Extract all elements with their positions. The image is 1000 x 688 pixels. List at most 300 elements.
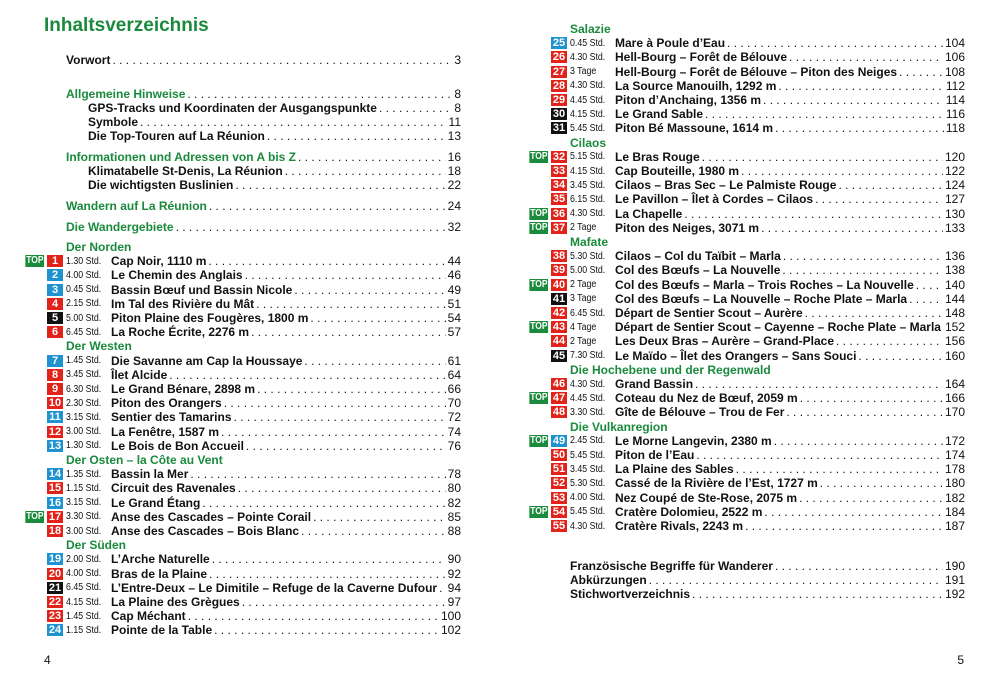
leader-dots <box>736 462 943 476</box>
tour-name: Sentier des Tamarins <box>111 410 232 425</box>
leader-dots <box>187 87 452 101</box>
toc-entry-page: 32 <box>447 220 461 234</box>
tour-duration: 4.00 Std. <box>570 492 606 504</box>
tour-name: Le Chemin des Anglais <box>111 268 243 283</box>
tour-duration: 2.00 Std. <box>66 553 102 565</box>
toc-entry-label: Wandern auf La Réunion <box>66 199 207 213</box>
toc-title: Inhaltsverzeichnis <box>44 15 209 36</box>
tour-page: 97 <box>447 595 461 610</box>
tour-name: Anse des Cascades – Bois Blanc <box>111 524 300 539</box>
tour-page: 82 <box>447 495 461 510</box>
toc-entry-page: 8 <box>454 87 461 101</box>
leader-dots <box>778 79 943 93</box>
tour-name: Le Bois de Bon Accueil <box>111 438 244 453</box>
tour-entry <box>551 334 965 348</box>
tour-page: 127 <box>944 192 965 207</box>
leader-dots <box>234 410 446 424</box>
tour-duration: 1.15 Std. <box>66 482 102 494</box>
tour-name: Piton des Orangers <box>111 396 222 411</box>
tour-page: 160 <box>944 348 965 363</box>
toc-entry-page: 22 <box>447 178 461 192</box>
tour-number-badge: 37 <box>552 221 566 234</box>
tour-number-badge: 32 <box>552 150 566 163</box>
tour-number-badge: 20 <box>48 567 62 580</box>
tour-duration: 7.30 Std. <box>570 350 606 362</box>
leader-dots <box>696 448 943 462</box>
tour-page: 78 <box>447 467 461 482</box>
tour-page: 136 <box>944 249 965 264</box>
tour-number-badge: 42 <box>552 307 566 320</box>
tour-page: 92 <box>447 566 461 581</box>
tour-number-badge: 44 <box>552 335 566 348</box>
leader-dots <box>221 425 446 439</box>
tour-number-badge: 49 <box>552 434 566 447</box>
tour-entry <box>551 377 965 391</box>
tour-page: 174 <box>944 448 965 463</box>
top-tour-badge: TOP <box>530 505 548 517</box>
tour-name: Le Pavillon – Îlet à Cordes – Cilaos <box>615 192 814 207</box>
tour-name: Le Grand Étang <box>111 495 201 510</box>
page-number-right: 5 <box>957 653 964 667</box>
tour-entry <box>551 405 965 419</box>
tour-page: 144 <box>944 291 965 306</box>
tour-page: 166 <box>944 391 965 406</box>
tour-entry <box>551 491 965 505</box>
leader-dots <box>836 334 943 348</box>
tour-number-badge: 23 <box>48 610 62 623</box>
toc-entry-label: Stichwortverzeichnis <box>570 587 691 601</box>
tour-duration: 5.30 Std. <box>570 250 606 262</box>
tour-name: Le Morne Langevin, 2380 m <box>615 433 772 448</box>
tour-number-badge: 36 <box>552 207 566 220</box>
tour-page: 182 <box>944 490 965 505</box>
tour-page: 138 <box>944 263 965 278</box>
tour-entry <box>551 36 965 50</box>
toc-entry-page: 16 <box>447 150 461 164</box>
tour-number-badge: 46 <box>552 378 566 391</box>
tour-number-badge: 52 <box>552 477 566 490</box>
tour-duration: 3.30 Std. <box>570 406 606 418</box>
tour-page: 118 <box>945 121 965 136</box>
tour-duration: 4.30 Std. <box>570 520 606 532</box>
leader-dots <box>799 491 943 505</box>
tour-duration: 5.00 Std. <box>570 264 606 276</box>
leader-dots <box>761 221 943 235</box>
toc-entry-page: 18 <box>447 164 461 178</box>
tour-number-badge: 31 <box>552 122 566 135</box>
toc-entry-page: 3 <box>454 53 461 67</box>
tour-duration: 3.45 Std. <box>66 369 102 381</box>
region-heading: Salazie <box>570 22 611 36</box>
tour-duration: 2 Tage <box>570 279 597 291</box>
leader-dots <box>783 249 943 263</box>
leader-dots <box>235 178 445 192</box>
tour-entry <box>551 263 965 277</box>
tour-number-badge: 40 <box>552 278 566 291</box>
tour-name: Cap Noir, 1110 m <box>111 254 207 269</box>
tour-entry <box>26 254 461 269</box>
tour-name: Mare à Poule d’Eau <box>615 36 726 51</box>
tour-entry <box>551 249 965 263</box>
toc-entry-label: Französische Begriffe für Wanderer <box>570 559 773 573</box>
tour-duration: 1.35 Std. <box>66 468 102 480</box>
tour-entry <box>47 311 461 325</box>
tour-entry <box>530 320 965 335</box>
tour-number-badge: 16 <box>48 496 62 509</box>
toc-entry-page: 24 <box>447 199 461 213</box>
tour-entry <box>47 283 461 297</box>
tour-number-badge: 2 <box>47 269 63 281</box>
tour-duration: 3.00 Std. <box>66 426 102 438</box>
toc-entry-page: 191 <box>944 573 965 587</box>
tour-entry <box>551 79 965 93</box>
toc-entry-label: Abkürzungen <box>570 573 647 587</box>
tour-entry <box>47 481 461 495</box>
tour-entry <box>530 206 965 221</box>
tour-name: L’Arche Naturelle <box>111 552 210 567</box>
leader-dots <box>238 481 446 495</box>
tour-duration: 1.45 Std. <box>66 610 102 622</box>
tour-number-badge: 43 <box>552 321 566 334</box>
tour-number-badge: 18 <box>48 525 62 538</box>
tour-page: 104 <box>944 36 965 51</box>
tour-number-badge: 38 <box>552 250 566 263</box>
tour-number-badge: 24 <box>48 624 62 637</box>
tour-duration: 6.45 Std. <box>570 307 606 319</box>
tour-entry <box>551 93 965 107</box>
tour-entry <box>47 268 461 282</box>
tour-duration: 6.45 Std. <box>66 582 102 594</box>
tour-number-badge: 51 <box>552 463 566 476</box>
tour-page: 85 <box>447 509 461 524</box>
tour-name: Circuit des Ravenales <box>111 481 236 496</box>
tour-number-badge: 47 <box>552 392 566 405</box>
leader-dots <box>214 623 439 637</box>
tour-duration: 6.45 Std. <box>66 326 102 338</box>
leader-dots <box>805 306 943 320</box>
tour-number-badge: 33 <box>552 165 566 178</box>
tour-name: Le Bras Rouge <box>615 149 700 164</box>
leader-dots <box>702 150 943 164</box>
tour-entry <box>530 433 965 448</box>
tour-name: Piton Bé Massoune, 1614 m <box>615 121 774 136</box>
leader-dots <box>789 50 943 64</box>
leader-dots <box>820 476 943 490</box>
leader-dots <box>257 382 446 396</box>
tour-page: 80 <box>447 481 461 496</box>
tour-duration: 3.30 Std. <box>66 511 102 523</box>
tour-number-badge: 48 <box>552 406 566 419</box>
tour-duration: 4.30 Std. <box>570 378 606 390</box>
tour-name: La Fenêtre, 1587 m <box>111 424 220 439</box>
leader-dots <box>815 192 943 206</box>
tour-name: L’Entre-Deux – Le Dimitile – Refuge de la Caverne Dufour <box>111 580 438 595</box>
top-tour-badge: TOP <box>530 207 548 219</box>
tour-duration: 5.00 Std. <box>66 312 102 324</box>
leader-dots <box>202 496 445 510</box>
toc-entry <box>88 129 461 143</box>
leader-dots <box>692 587 943 601</box>
toc-entry <box>88 164 461 178</box>
leader-dots <box>224 396 446 410</box>
tour-entry <box>551 192 965 206</box>
tour-name: Départ de Sentier Scout – Aurère <box>615 306 803 321</box>
tour-duration: 5.30 Std. <box>570 477 606 489</box>
tour-number-badge: 21 <box>48 581 62 594</box>
tour-name: Hell-Bourg – Forêt de Bélouve – Piton des Neiges <box>615 64 898 79</box>
tour-entry <box>551 50 965 64</box>
tour-page: 54 <box>447 311 461 326</box>
toc-entry-label: Die Wandergebiete <box>66 220 174 234</box>
tour-duration: 2 Tage <box>570 335 597 347</box>
leader-dots <box>242 595 446 609</box>
tour-duration: 4.30 Std. <box>570 51 606 63</box>
leader-dots <box>684 207 943 221</box>
tour-number-badge: 30 <box>552 108 566 121</box>
tour-number-badge: 34 <box>552 179 566 192</box>
tour-duration: 5.15 Std. <box>570 151 606 163</box>
leader-dots <box>786 405 943 419</box>
region-heading: Der Süden <box>66 538 127 553</box>
leader-dots <box>246 439 446 453</box>
tour-page: 120 <box>944 149 965 164</box>
leader-dots <box>909 292 943 306</box>
tour-duration: 3.15 Std. <box>66 411 102 423</box>
toc-entry <box>66 87 461 101</box>
tour-page: 108 <box>944 64 965 79</box>
tour-entry <box>47 410 461 424</box>
tour-number-badge: 9 <box>47 383 63 395</box>
tour-name: La Plaine des Sables <box>615 462 734 477</box>
tour-page: 94 <box>447 580 461 595</box>
leader-dots <box>649 573 943 587</box>
tour-page: 178 <box>944 462 965 477</box>
tour-page: 57 <box>447 325 461 340</box>
tour-page: 74 <box>447 424 461 439</box>
region-heading: Mafate <box>570 235 609 249</box>
tour-name: La Chapelle <box>615 206 683 221</box>
toc-entry <box>66 220 461 234</box>
tour-duration: 4.00 Std. <box>66 269 102 281</box>
tour-name: Gîte de Bélouve – Trou de Fer <box>615 405 785 420</box>
tour-duration: 3.00 Std. <box>66 525 102 537</box>
tour-number-badge: 3 <box>47 284 63 296</box>
tour-page: 130 <box>944 206 965 221</box>
tour-entry <box>47 467 461 481</box>
tour-page: 122 <box>944 164 965 179</box>
tour-name: Pointe de la Table <box>111 623 213 638</box>
tour-page: 49 <box>447 282 461 297</box>
tour-number-badge: 29 <box>552 94 566 107</box>
tour-number-badge: 19 <box>48 553 62 566</box>
right-page <box>500 0 1000 688</box>
leader-dots <box>439 581 446 595</box>
tour-duration: 3.45 Std. <box>570 179 606 191</box>
tour-duration: 6.30 Std. <box>66 383 102 395</box>
toc-entry-label: Vorwort <box>66 53 111 67</box>
tour-name: Les Deux Bras – Aurère – Grand-Place <box>615 334 834 349</box>
tour-duration: 2.30 Std. <box>66 397 102 409</box>
leader-dots <box>310 311 445 325</box>
tour-name: La Roche Écrite, 2276 m <box>111 325 250 340</box>
leader-dots <box>916 278 943 292</box>
tour-name: Coteau du Nez de Bœuf, 2059 m <box>615 391 798 406</box>
leader-dots <box>294 283 445 297</box>
tour-page: 90 <box>447 552 461 567</box>
top-tour-badge: TOP <box>26 510 44 522</box>
tour-name: Le Grand Sable <box>615 107 704 122</box>
leader-dots <box>775 559 943 573</box>
tour-page: 156 <box>944 334 965 349</box>
tour-name: Bras de la Plaine <box>111 566 208 581</box>
leader-dots <box>140 115 447 129</box>
tour-page: 152 <box>944 320 965 335</box>
tour-entry <box>530 391 965 406</box>
tour-name: Piton de l’Eau <box>615 448 695 463</box>
tour-name: Départ de Sentier Scout – Cayenne – Roche Plate – Marla <box>614 320 941 335</box>
tour-page: 100 <box>440 609 461 624</box>
tour-entry <box>530 220 965 235</box>
tour-duration: 5.45 Std. <box>570 449 606 461</box>
tour-number-badge: 7 <box>47 355 63 367</box>
tour-duration: 1.30 Std. <box>66 440 102 452</box>
tour-number-badge: 55 <box>552 520 566 533</box>
tour-page: 114 <box>945 93 965 108</box>
leader-dots <box>298 150 446 164</box>
tour-number-badge: 14 <box>48 468 62 481</box>
tour-entry <box>47 623 461 637</box>
leader-dots <box>695 377 943 391</box>
tour-number-badge: 5 <box>47 312 63 324</box>
toc-entry-page: 8 <box>454 101 461 115</box>
tour-duration: 1.30 Std. <box>66 255 102 267</box>
tour-entry <box>47 581 461 595</box>
tour-number-badge: 28 <box>552 79 566 92</box>
tour-duration: 4.45 Std. <box>570 94 606 106</box>
tour-name: Nez Coupé de Ste-Rose, 2075 m <box>615 490 798 505</box>
top-tour-badge: TOP <box>530 150 548 162</box>
toc-entry-page: 192 <box>944 587 965 601</box>
leader-dots <box>208 254 445 268</box>
tour-name: Hell-Bourg – Forêt de Bélouve <box>615 50 788 65</box>
toc-entry <box>66 53 461 67</box>
tour-duration: 3 Tage <box>570 66 597 78</box>
tour-entry <box>47 567 461 581</box>
leader-dots <box>763 93 944 107</box>
tour-entry <box>551 178 965 192</box>
tour-duration: 5.45 Std. <box>570 506 606 518</box>
tour-page: 184 <box>944 504 965 519</box>
tour-number-badge: 54 <box>552 505 566 518</box>
tour-page: 116 <box>945 107 965 122</box>
tour-number-badge: 50 <box>552 449 566 462</box>
tour-entry <box>551 65 965 79</box>
tour-name: Cratère Dolomieu, 2522 m <box>615 504 763 519</box>
tour-duration: 6.15 Std. <box>570 193 606 205</box>
tour-number-badge: 4 <box>47 298 63 310</box>
tour-name: La Source Manouilh, 1292 m <box>615 78 777 93</box>
toc-entry-label: Die Top-Touren auf La Réunion <box>88 129 265 143</box>
tour-entry <box>551 349 965 363</box>
tour-entry <box>551 107 965 121</box>
tour-entry <box>551 306 965 320</box>
leader-dots <box>782 263 943 277</box>
toc-entry-label: Informationen und Adressen von A bis Z <box>66 150 297 164</box>
toc-entry <box>570 573 965 587</box>
tour-name: Piton des Neiges, 3071 m <box>615 220 760 235</box>
tour-page: 187 <box>944 519 965 534</box>
tour-page: 112 <box>945 78 965 93</box>
tour-duration: 4 Tage <box>569 321 597 333</box>
tour-entry <box>530 149 965 164</box>
leader-dots <box>379 101 452 115</box>
tour-duration: 3 Tage <box>570 293 597 305</box>
tour-entry <box>47 496 461 510</box>
tour-page: 66 <box>447 382 461 397</box>
tour-number-badge: 22 <box>48 596 62 609</box>
region-heading: Die Vulkanregion <box>570 419 668 434</box>
tour-duration: 4.15 Std. <box>66 596 102 608</box>
leader-dots <box>304 354 445 368</box>
tour-name: Col des Bœufs – La Nouvelle <box>615 263 781 278</box>
tour-number-badge: 6 <box>47 326 63 338</box>
tour-name: Cilaos – Bras Sec – Le Palmiste Rouge <box>615 178 837 193</box>
toc-entry <box>570 587 965 601</box>
leader-dots <box>727 36 943 50</box>
tour-page: 133 <box>944 220 965 235</box>
tour-name: Col des Bœufs – La Nouvelle – Roche Plate – Marla <box>615 291 908 306</box>
tour-duration: 0.45 Std. <box>66 284 102 296</box>
tour-duration: 1.45 Std. <box>66 355 102 367</box>
tour-duration: 4.15 Std. <box>570 108 606 120</box>
toc-entry-label: Klimatabelle St-Denis, La Réunion <box>88 164 283 178</box>
leader-dots <box>112 53 452 67</box>
leader-dots <box>705 107 944 121</box>
tour-page: 44 <box>447 254 461 269</box>
tour-entry <box>551 462 965 476</box>
toc-entry-page: 11 <box>448 115 461 129</box>
toc-entry-page: 190 <box>944 559 965 573</box>
toc-entry <box>88 178 461 192</box>
tour-name: Grand Bassin <box>615 377 694 392</box>
tour-name: Piton d’Anchaing, 1356 m <box>615 93 762 108</box>
tour-entry <box>47 354 461 368</box>
tour-number-badge: 25 <box>552 37 566 50</box>
tour-entry <box>530 277 965 292</box>
tour-entry <box>47 425 461 439</box>
tour-number-badge: 8 <box>47 369 63 381</box>
toc-entry-label: GPS-Tracks und Koordinaten der Ausgangspunkte <box>88 101 377 115</box>
tour-name: Cap Méchant <box>111 609 186 624</box>
tour-entry <box>47 382 461 396</box>
tour-entry <box>530 504 965 519</box>
leader-dots <box>169 368 445 382</box>
toc-entry-label: Allgemeine Hinweise <box>66 87 186 101</box>
leader-dots <box>285 164 446 178</box>
leader-dots <box>899 65 943 79</box>
tour-name: Cassé de la Rivière de l’Est, 1727 m <box>615 476 818 491</box>
tour-duration: 0.45 Std. <box>570 37 606 49</box>
region-heading: Cilaos <box>570 135 607 150</box>
leader-dots <box>741 164 943 178</box>
tour-duration: 5.45 Std. <box>570 122 606 134</box>
leader-dots <box>800 391 943 405</box>
tour-number-badge: 11 <box>47 411 63 423</box>
tour-page: 72 <box>447 410 461 425</box>
leader-dots <box>838 178 943 192</box>
tour-page: 76 <box>447 438 461 453</box>
tour-number-badge: 17 <box>48 510 62 523</box>
